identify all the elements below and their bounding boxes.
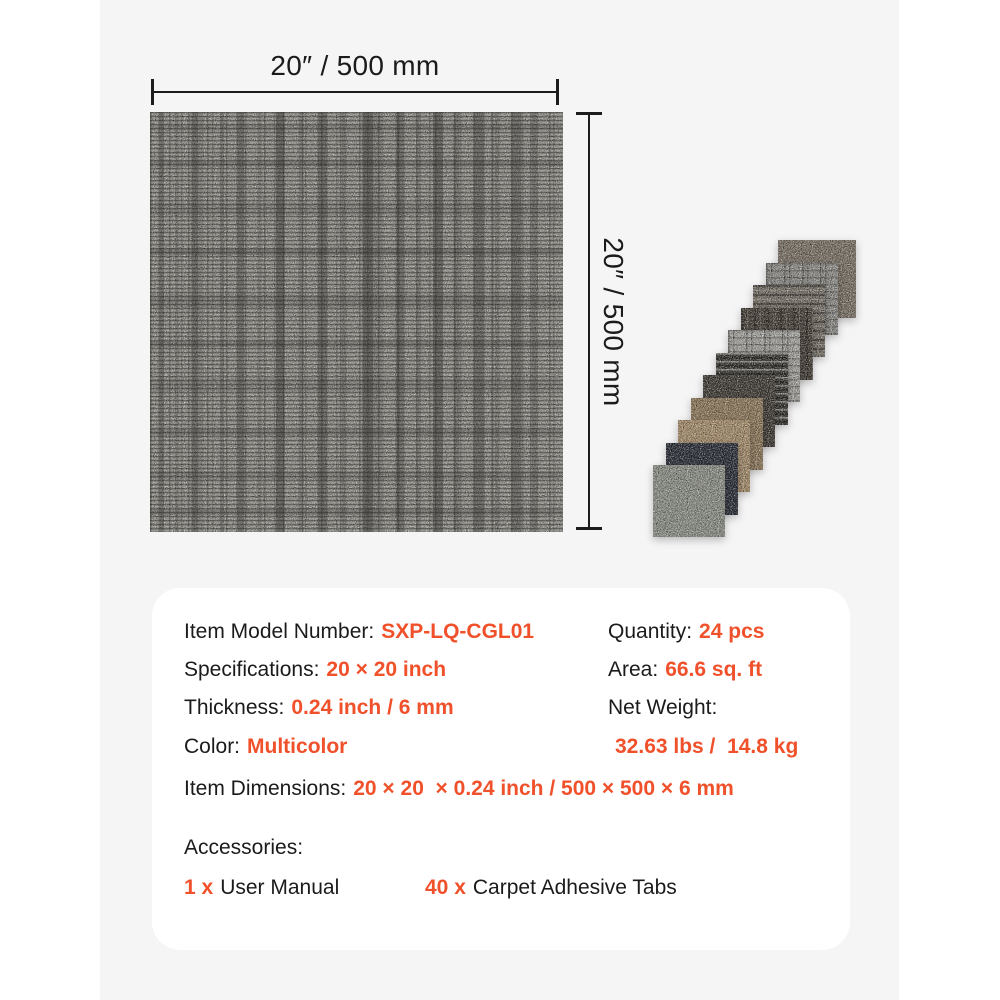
spec-row-thickness	[184, 695, 454, 721]
gray-speckle-tile	[653, 465, 725, 537]
spec-value: 20 × 20 × 0.24 inch / 500 × 500 × 6 mm	[353, 777, 734, 800]
spec-label: Color:	[184, 735, 241, 758]
accessory-qty: 40 x	[425, 876, 466, 899]
accessories-title	[184, 835, 310, 861]
accessory-name: Carpet Adhesive Tabs	[472, 876, 677, 899]
spec-row-specifications	[184, 657, 446, 683]
height-dimension-cap-bottom	[576, 527, 602, 530]
spec-label: Specifications:	[184, 658, 320, 681]
spec-row-quantity	[608, 619, 764, 645]
carpet-grain-texture	[653, 465, 725, 537]
spec-row-net-weight-value	[608, 734, 798, 760]
spec-card	[152, 588, 850, 950]
spec-label: Item Dimensions:	[184, 777, 347, 800]
height-dimension-cap-top	[576, 112, 602, 115]
carpet-stack	[653, 240, 863, 540]
spec-row-net-weight	[608, 695, 724, 721]
spec-label: Net Weight:	[608, 696, 718, 719]
spec-row-color	[184, 734, 347, 760]
spec-value: Multicolor	[247, 735, 348, 758]
height-dimension-line	[588, 113, 590, 529]
width-dimension-cap-left	[151, 79, 154, 105]
spec-label: Quantity:	[608, 620, 693, 643]
accessory-adhesive-tabs	[425, 875, 677, 901]
accessory-name: User Manual	[220, 876, 340, 899]
spec-value: 24 pcs	[699, 620, 765, 643]
height-dimension-label: 20″ / 500 mm	[598, 237, 629, 407]
spec-label: Area:	[608, 658, 659, 681]
width-dimension-cap-right	[556, 79, 559, 105]
width-dimension-label: 20″ / 500 mm	[270, 50, 440, 81]
accessory-user-manual	[184, 875, 339, 901]
spec-row-item-dimensions	[184, 776, 734, 802]
spec-row-area	[608, 657, 762, 683]
spec-value: 66.6 sq. ft	[665, 658, 763, 681]
spec-value: 32.63 lbs / 14.8 kg	[615, 735, 799, 758]
carpet-tile-photo	[150, 112, 563, 532]
carpet-horizontal-bands	[150, 112, 563, 532]
spec-value: 20 × 20 inch	[326, 658, 447, 681]
spec-value: SXP-LQ-CGL01	[381, 620, 535, 643]
spec-label: Thickness:	[184, 696, 285, 719]
spec-label: Accessories:	[184, 836, 304, 859]
accessory-qty: 1 x	[184, 876, 214, 899]
accessories-list	[184, 875, 818, 901]
spec-label: Item Model Number:	[184, 620, 375, 643]
spec-value: 0.24 inch / 6 mm	[291, 696, 454, 719]
spec-row-model	[184, 619, 534, 645]
width-dimension-line	[152, 91, 558, 93]
